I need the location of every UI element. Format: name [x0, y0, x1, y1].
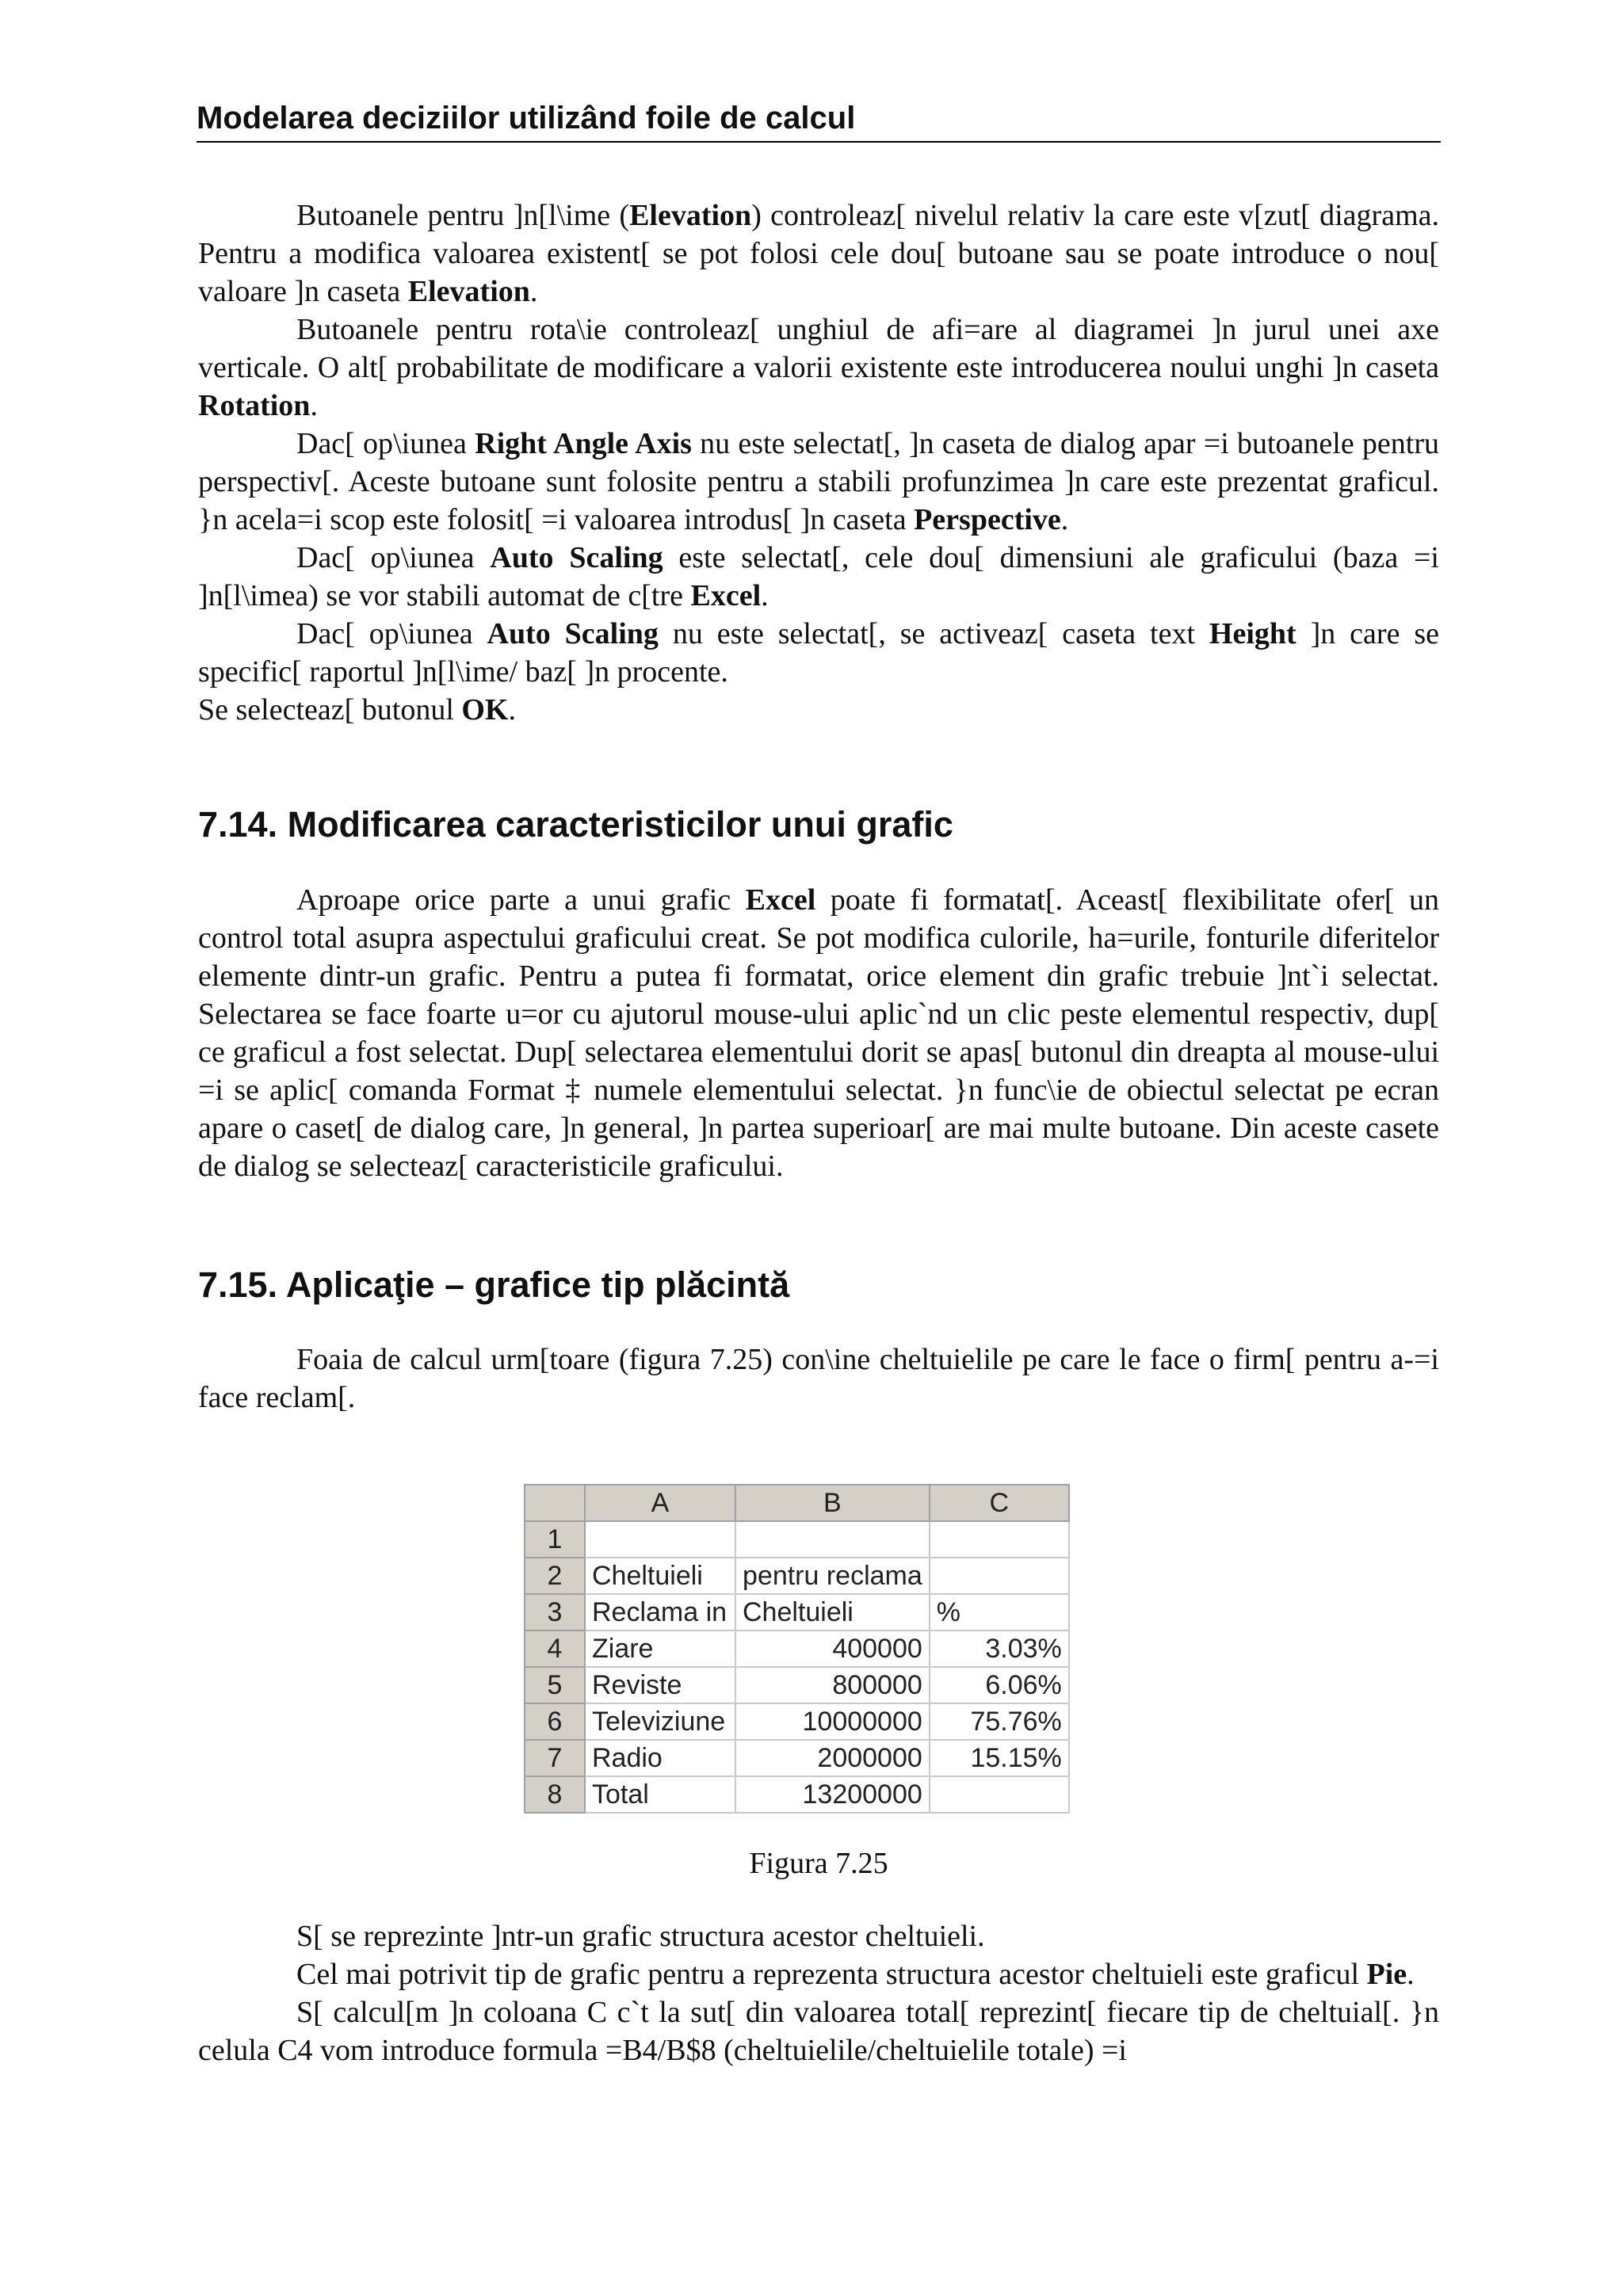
- paragraph-elevation: Butoanele pentru ]n[l\ime (Elevation) controleaz[ nivelul relativ la care este v[zut[ diagrama. Pentru a modifica valoarea existent[ se pot folosi cele dou[ butoane sau se poate introduce o nou[ valoare ]n caseta Elevation.: [198, 199, 1439, 308]
- table-row: [525, 1521, 1069, 1558]
- cell-b6: 10000000: [735, 1703, 930, 1740]
- table-row: [525, 1703, 1069, 1740]
- column-header-c: C: [930, 1485, 1069, 1521]
- column-header-a: A: [585, 1485, 735, 1521]
- paragraph-block-intro: [198, 1341, 1439, 1417]
- cell-c1: [930, 1521, 1069, 1558]
- column-header-row: [525, 1485, 1069, 1521]
- cell-b1: [735, 1521, 930, 1558]
- table-row: [525, 1776, 1069, 1813]
- row-header: 6: [525, 1703, 585, 1740]
- term-auto-scaling: Auto Scaling: [490, 541, 663, 574]
- term-rotation: Rotation: [198, 389, 311, 422]
- paragraph-block-3d-options: [198, 196, 1439, 729]
- term-perspective: Perspective: [914, 503, 1061, 536]
- term-height: Height: [1209, 617, 1296, 650]
- spreadsheet-figure: [524, 1484, 1070, 1814]
- paragraph-auto-scaling-on: Dac[ op\iunea Auto Scaling este selectat[, cele dou[ dimensiuni ale graficului (baza =i ]n[l\imea) se vor stabili automat de c[tre Excel.: [198, 541, 1439, 612]
- cell-c6: 75.76%: [930, 1703, 1069, 1740]
- corner-cell: [525, 1485, 585, 1521]
- cell-a2: Cheltuieli: [585, 1558, 735, 1594]
- cell-b2: pentru reclama: [735, 1558, 930, 1594]
- paragraph-ok: Se selecteaz[ butonul OK.: [198, 693, 516, 727]
- cell-c3: %: [930, 1594, 1069, 1630]
- cell-a7: Radio: [585, 1740, 735, 1776]
- cell-c7: 15.15%: [930, 1740, 1069, 1776]
- row-header: 3: [525, 1594, 585, 1630]
- paragraph-spreadsheet-intro: Foaia de calcul urm[toare (figura 7.25) con\ine cheltuielile pe care le face o firm[ pentru a-=i face reclam[.: [198, 1343, 1439, 1414]
- row-header: 5: [525, 1667, 585, 1703]
- section-heading-7-14: 7.14. Modificarea caracteristicilor unui grafic: [198, 804, 953, 845]
- cell-b5: 800000: [735, 1667, 930, 1703]
- cell-b4: 400000: [735, 1630, 930, 1667]
- row-header: 7: [525, 1740, 585, 1776]
- cell-a5: Reviste: [585, 1667, 735, 1703]
- term-pie: Pie: [1366, 1958, 1407, 1991]
- cell-c2: [930, 1558, 1069, 1594]
- paragraph-formatting: Aproape orice parte a unui grafic Excel poate fi formatat[. Aceast[ flexibilitate ofer[ un control total asupra aspectului graficului creat. Se pot modifica culorile, ha=urile, fonturile diferitelor elemente dintr-un grafic. Pentru a putea fi formatat, orice element din grafic trebuie ]nt`i selectat. Selectarea se face foarte u=or cu ajutorul mouse-ului aplic`nd un clic peste elementul respectiv, dup[ ce graficul a fost selectat. Dup[ selectarea elementului dorit se apas[ butonul din dreapta al mouse-ului =i se aplic[ comanda Format ‡ numele elementului selectat. }n func\ie de obiectul selectat pe ecran apare o caset[ de dialog care, ]n general, ]n partea superioar[ are mai multe butoane. Din aceste casete de dialog se selecteaz[ caracteristicile graficului.: [198, 883, 1439, 1183]
- paragraph-task: S[ se reprezinte ]ntr-un grafic structura acestor cheltuieli.: [296, 1920, 985, 1953]
- row-header: 4: [525, 1630, 585, 1667]
- cell-a8: Total: [585, 1776, 735, 1813]
- table-row: [525, 1594, 1069, 1630]
- column-header-b: B: [735, 1485, 930, 1521]
- cell-c4: 3.03%: [930, 1630, 1069, 1667]
- term-right-angle-axis: Right Angle Axis: [475, 427, 692, 460]
- row-header: 1: [525, 1521, 585, 1558]
- term-excel-2: Excel: [745, 883, 816, 917]
- row-header: 8: [525, 1776, 585, 1813]
- cell-a6: Televiziune: [585, 1703, 735, 1740]
- cell-b7: 2000000: [735, 1740, 930, 1776]
- cell-b3: Cheltuieli: [735, 1594, 930, 1630]
- table-row: [525, 1630, 1069, 1667]
- table-row: [525, 1558, 1069, 1594]
- figure-caption: Figura 7.25: [749, 1847, 888, 1880]
- cell-b8: 13200000: [735, 1776, 930, 1813]
- cell-a4: Ziare: [585, 1630, 735, 1667]
- running-header: Modelarea deciziilor utilizând foile de calcul: [197, 97, 1441, 143]
- table-row: [525, 1667, 1069, 1703]
- term-elevation: Elevation: [629, 199, 752, 232]
- section-heading-7-15: 7.15. Aplicaţie – grafice tip plăcintă: [198, 1264, 790, 1305]
- cell-a1: [585, 1521, 735, 1558]
- term-elevation-box: Elevation: [407, 275, 530, 308]
- paragraph-auto-scaling-off: Dac[ op\iunea Auto Scaling nu este selectat[, se activeaz[ caseta text Height ]n care se specific[ raportul ]n[l\ime/ baz[ ]n procente.: [198, 617, 1440, 688]
- table-row: [525, 1740, 1069, 1776]
- term-ok: OK: [461, 693, 509, 727]
- term-auto-scaling-2: Auto Scaling: [487, 617, 659, 650]
- paragraph-block-formatting: [198, 881, 1439, 1185]
- cell-a3: Reclama in: [585, 1594, 735, 1630]
- cell-c8: [930, 1776, 1069, 1813]
- cell-c5: 6.06%: [930, 1667, 1069, 1703]
- paragraph-pie-choice: Cel mai potrivit tip de grafic pentru a reprezenta structura acestor cheltuieli este graficul Pie.: [296, 1958, 1415, 1991]
- paragraph-block-pie: [198, 1917, 1439, 2069]
- term-excel: Excel: [690, 579, 762, 612]
- paragraph-right-angle-axis: Dac[ op\iunea Right Angle Axis nu este selectat[, ]n caseta de dialog apar =i butoanele pentru perspectiv[. Aceste butoane sunt folosite pentru a stabili profunzimea ]n care este prezentat graficul. }n acela=i scop este folosit[ =i valoarea introdus[ ]n caseta Perspective.: [198, 427, 1439, 536]
- row-header: 2: [525, 1558, 585, 1594]
- paragraph-percent-formula: S[ calcul[m ]n coloana C c`t la sut[ din valoarea total[ reprezint[ fiecare tip de cheltuial[. }n celula C4 vom introduce formula =B4/B$8 (cheltuielile/cheltuielile totale) =i: [198, 1996, 1439, 2067]
- paragraph-rotation: Butoanele pentru rota\ie controleaz[ unghiul de afi=are al diagramei ]n jurul unei axe verticale. O alt[ probabilitate de modificare a valorii existente este introducerea noului unghi ]n caseta Rotation.: [198, 313, 1439, 422]
